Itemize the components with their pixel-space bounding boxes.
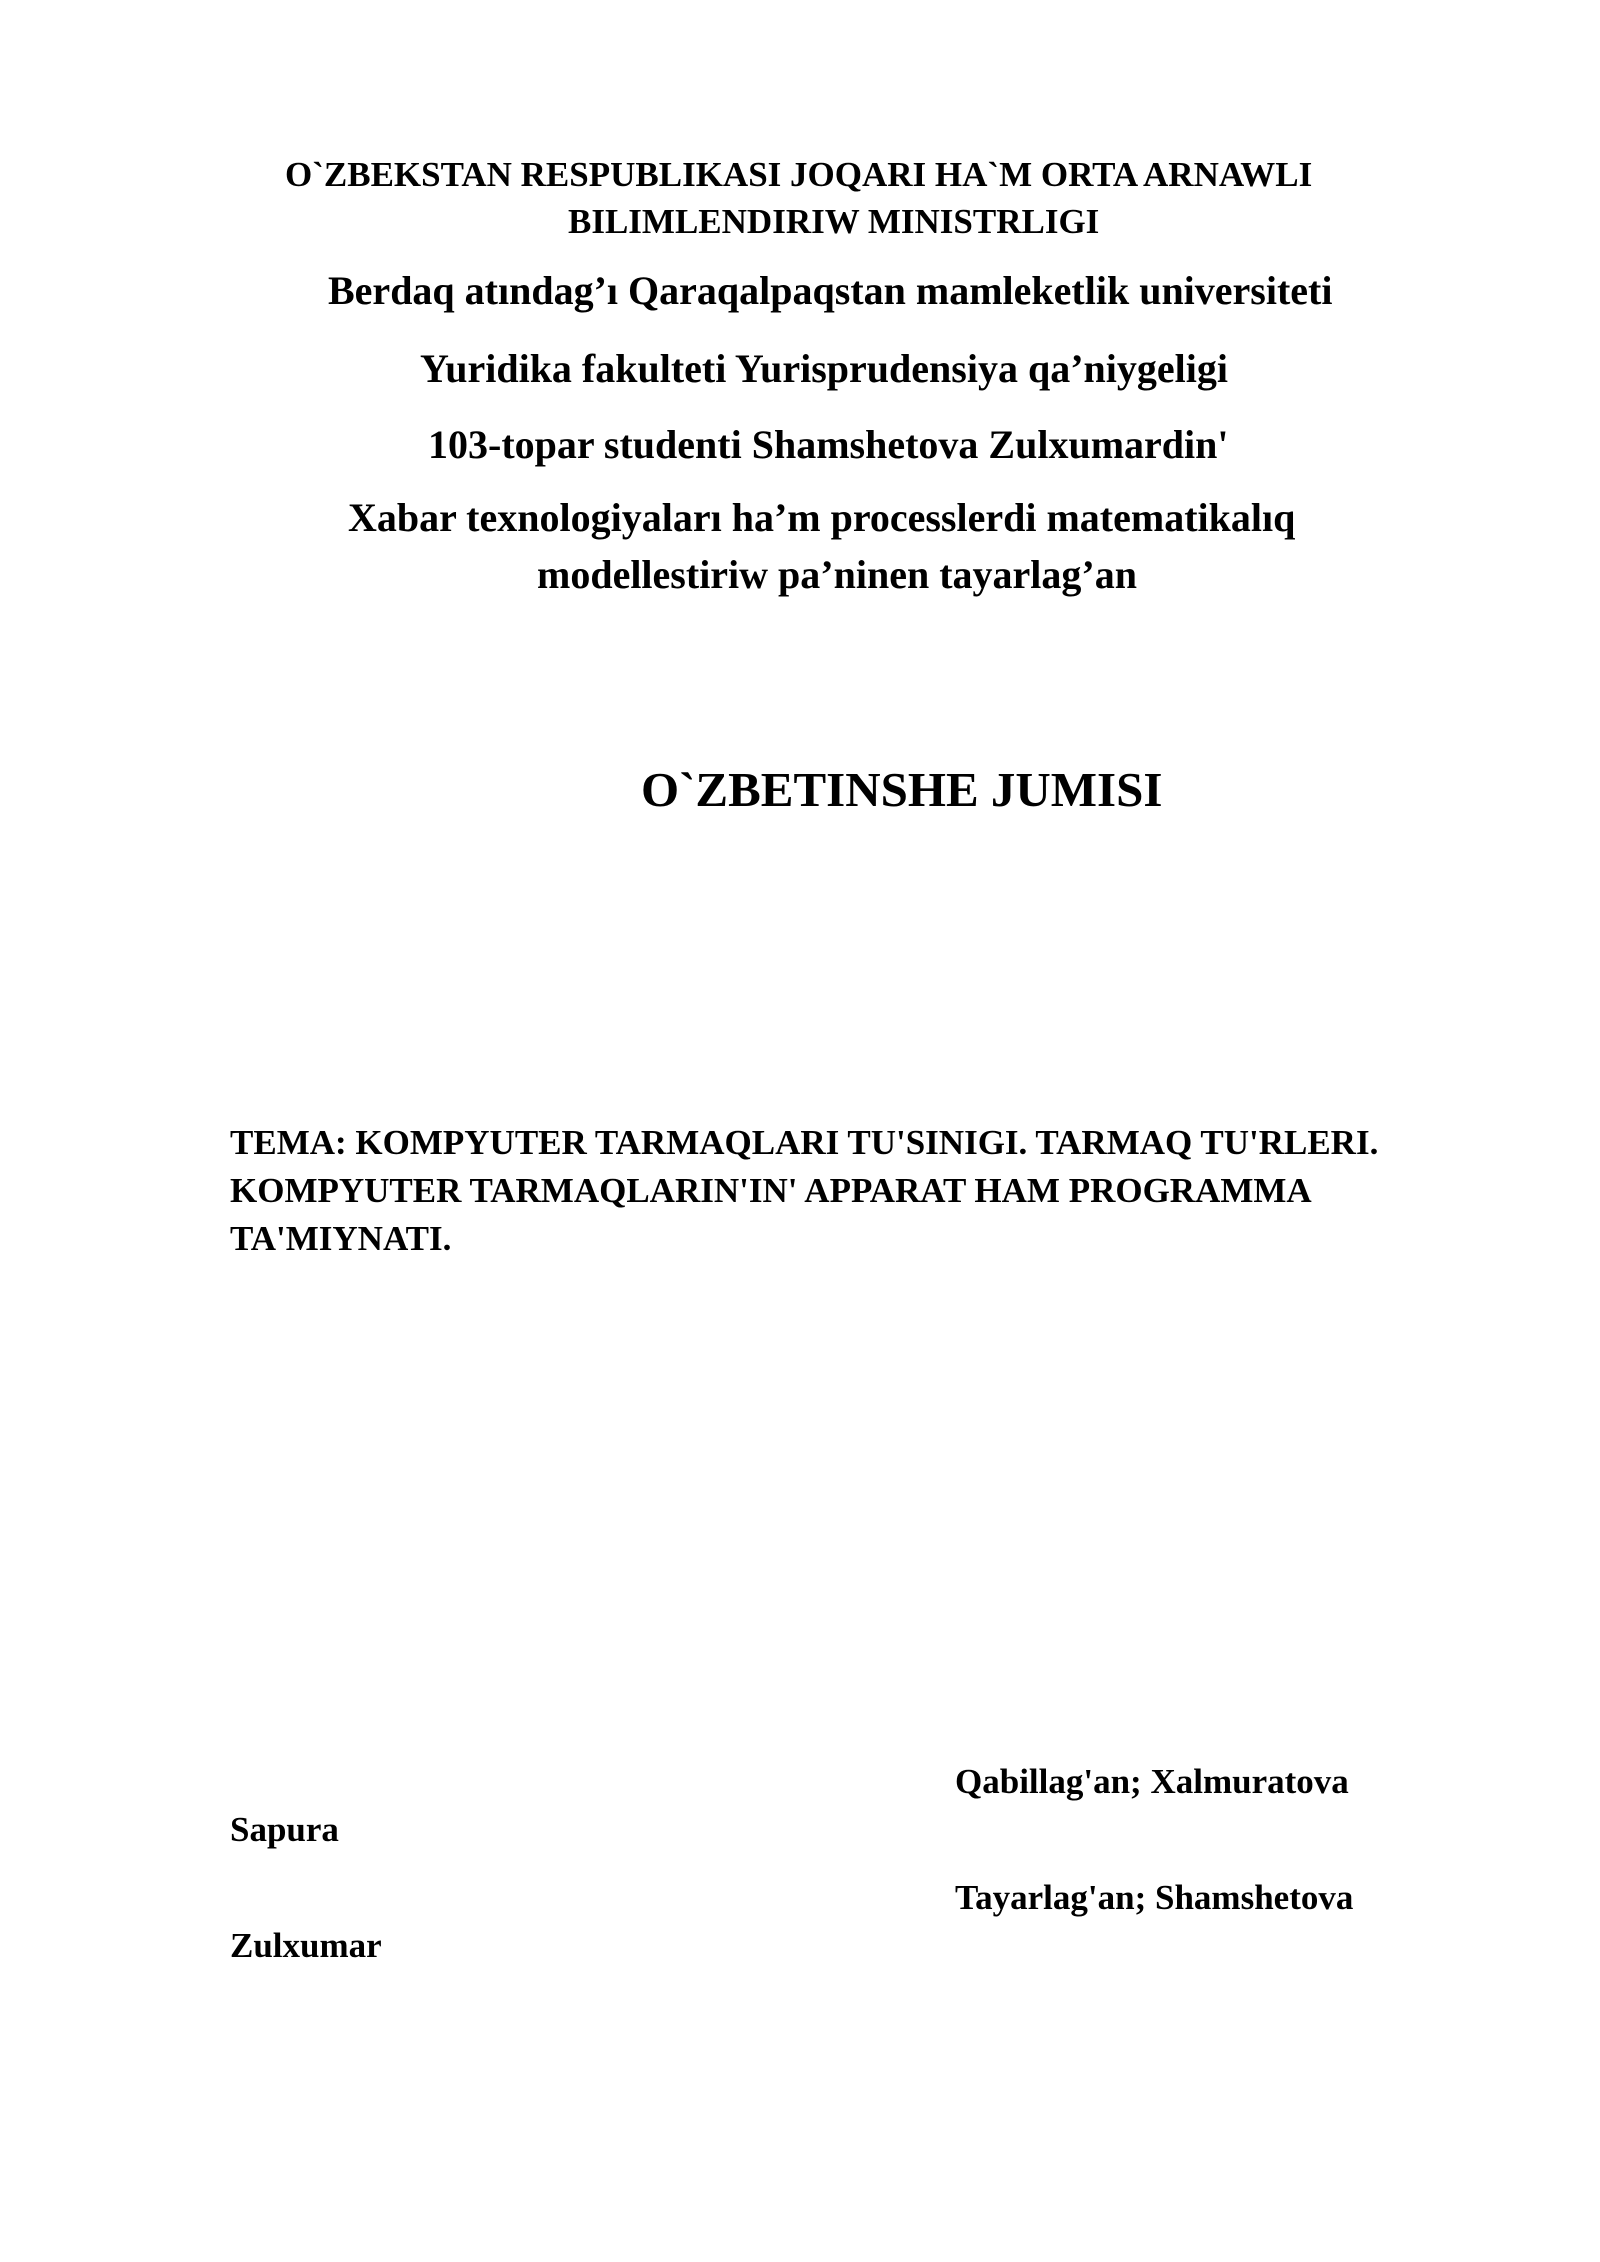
ministry-line-2: BILIMLENDIRIW MINISTRLIGI <box>568 202 1100 241</box>
topic-line-2: KOMPYUTER TARMAQLARIN'IN' APPARAT HAM PROGRAMMA <box>230 1171 1312 1210</box>
subject-line-2: modellestiriw pa’ninen tayarlag’an <box>537 552 1137 597</box>
document-title: O`ZBETINSHE JUMISI <box>641 762 1163 817</box>
student-line: 103-topar studenti Shamshetova Zulxumardin' <box>428 422 1229 467</box>
faculty-name: Yuridika fakulteti Yurisprudensiya qa’niygeligi <box>420 346 1228 391</box>
topic-line-3: TA'MIYNATI. <box>230 1219 452 1258</box>
university-name: Berdaq atındag’ı Qaraqalpaqstan mamleketlik universiteti <box>328 268 1333 313</box>
prepared-by-name: Zulxumar <box>230 1926 382 1965</box>
ministry-line-1: O`ZBEKSTAN RESPUBLIKASI JOQARI HA`M ORTA ARNAWLI <box>285 155 1313 194</box>
topic-line-1: TEMA: KOMPYUTER TARMAQLARI TU'SINIGI. TARMAQ TU'RLERI. <box>230 1123 1379 1162</box>
checked-by-name: Sapura <box>230 1810 339 1849</box>
prepared-by-label: Tayarlag'an; Shamshetova <box>955 1878 1354 1917</box>
checked-by-label: Qabillag'an; Xalmuratova <box>955 1762 1349 1801</box>
subject-line-1: Xabar texnologiyaları ha’m processlerdi matematikalıq <box>348 495 1296 540</box>
